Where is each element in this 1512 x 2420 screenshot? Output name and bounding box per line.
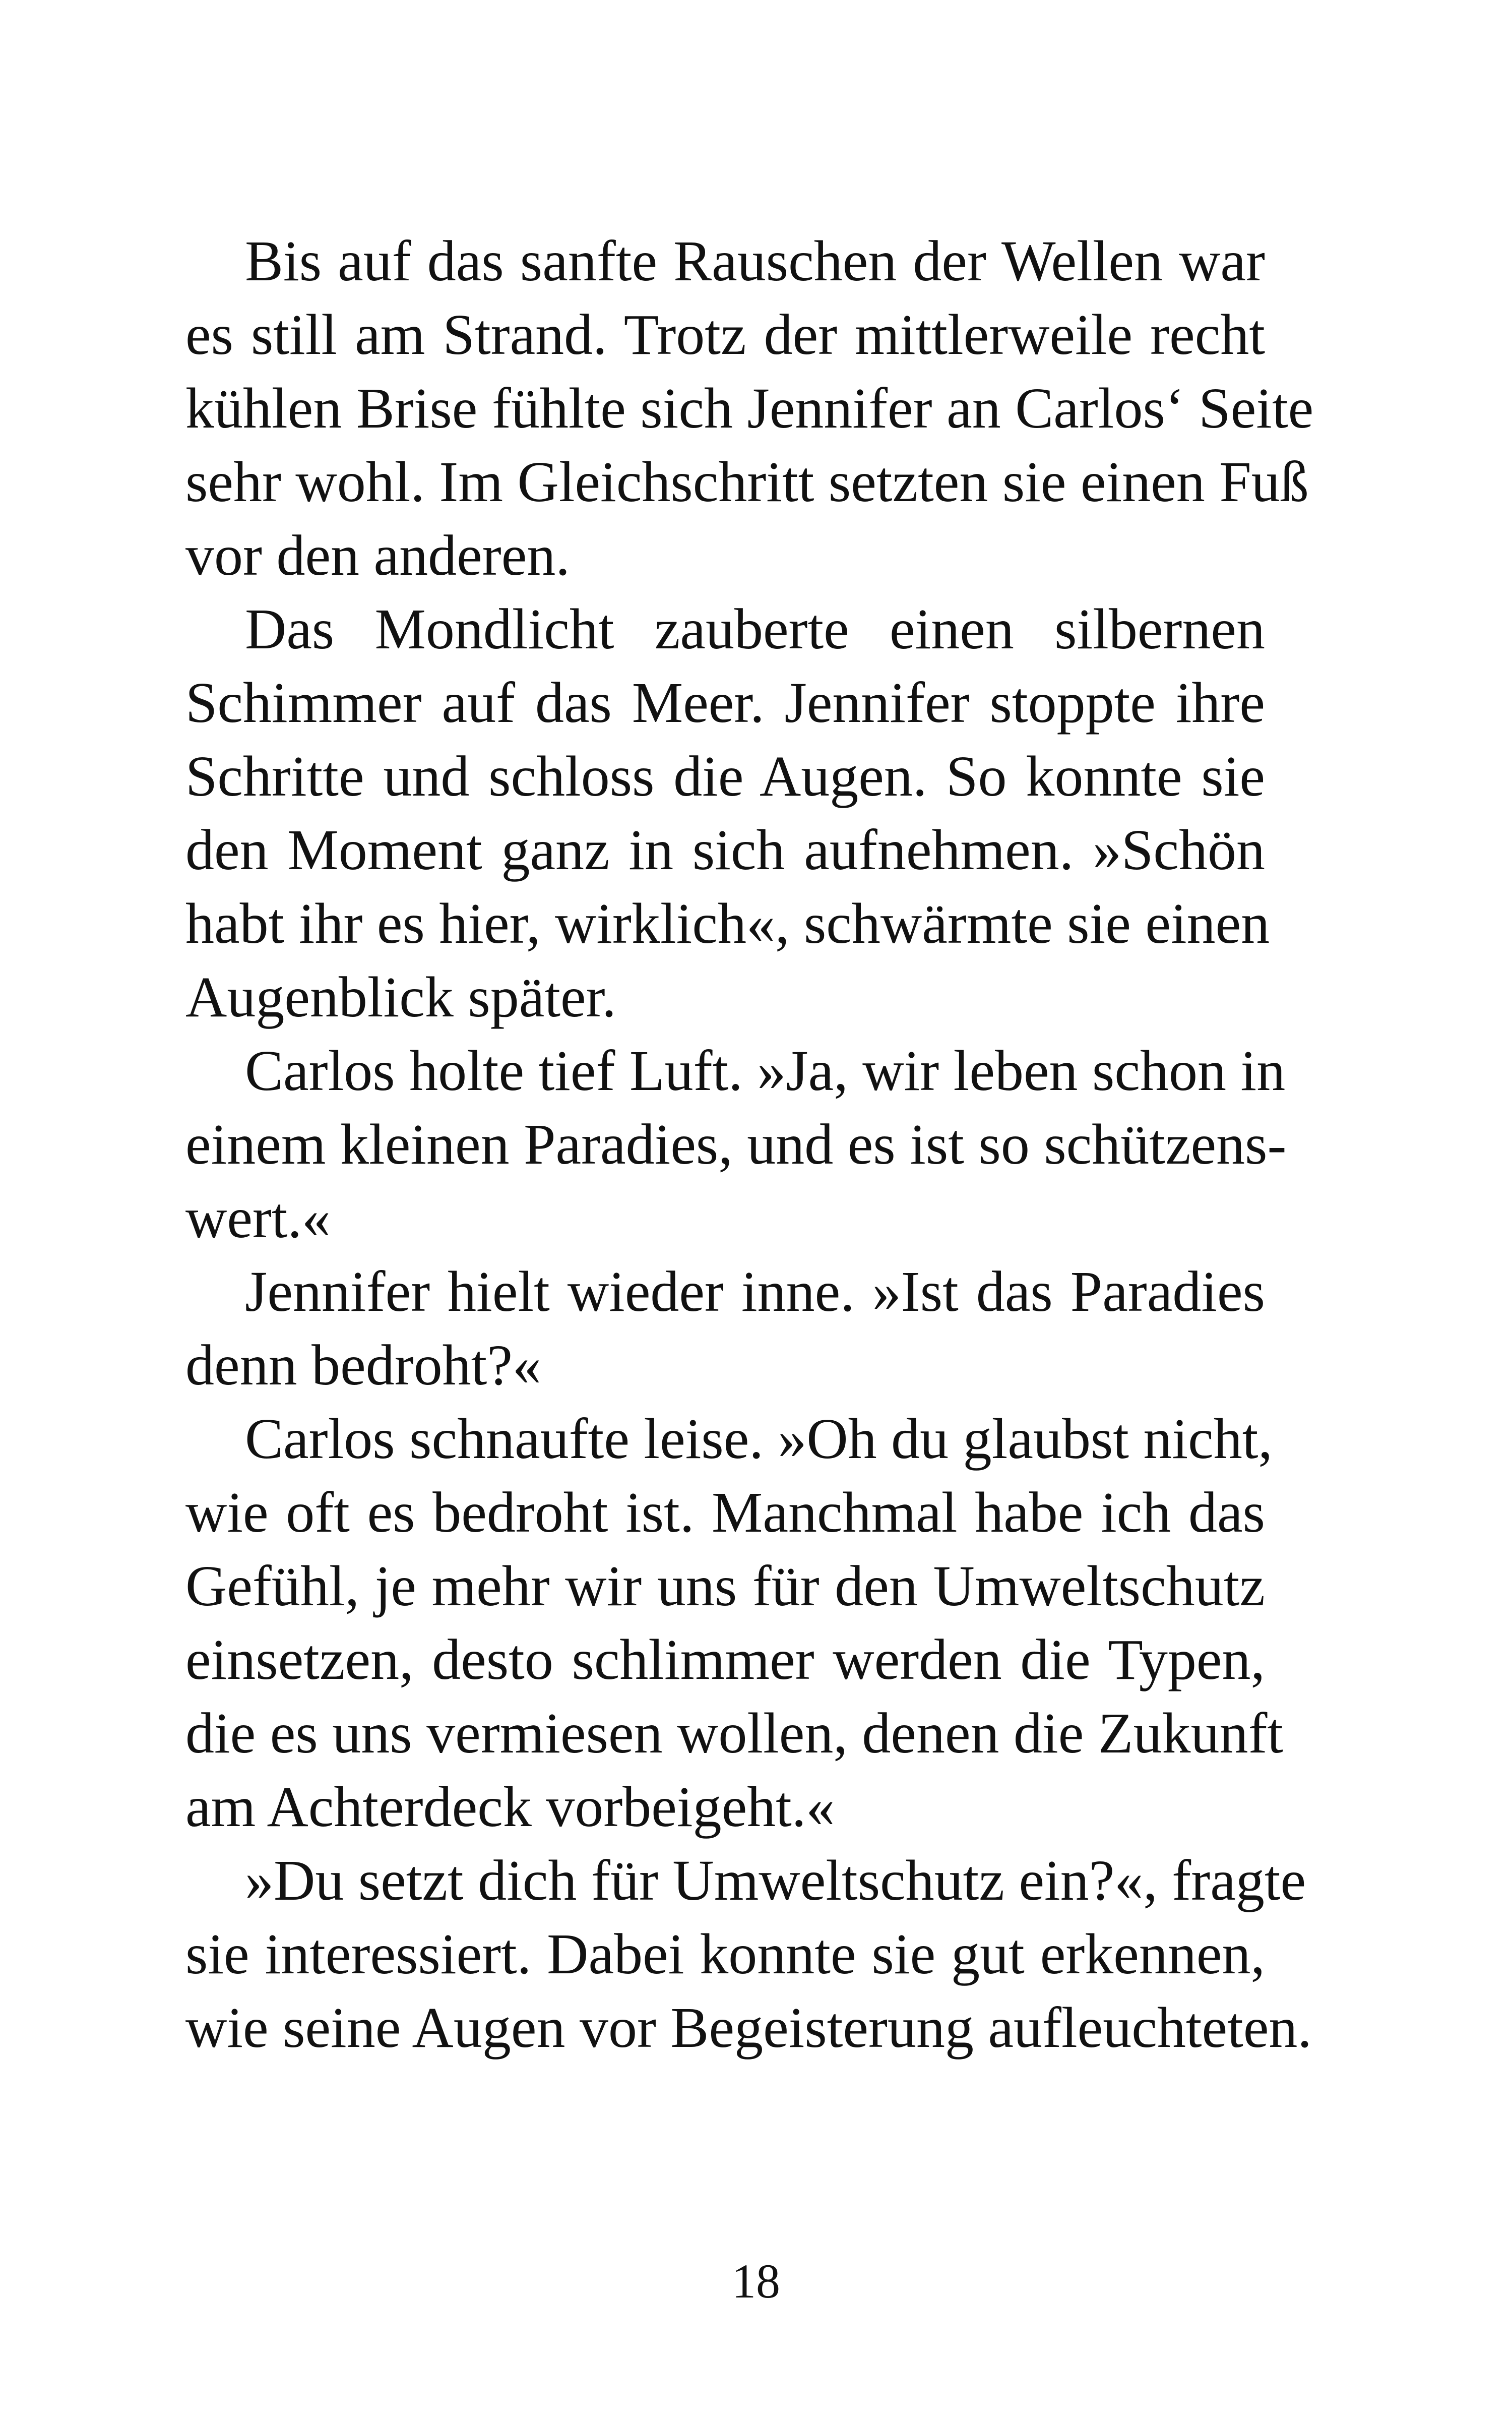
text-line: sehr wohl. Im Gleichschritt setzten sie einen Fuß (185, 450, 1309, 514)
text-line: Gefühl, je mehr wir uns für den Umweltschutz (185, 1554, 1265, 1618)
body-text (185, 224, 1314, 2065)
text-line: den Moment ganz in sich aufnehmen. »Schön (185, 818, 1265, 882)
page-number: 18 (732, 2254, 780, 2308)
text-line: kühlen Brise fühlte sich Jennifer an Carlos‘ Seite (185, 376, 1314, 440)
text-line: Schimmer auf das Meer. Jennifer stoppte ihre (185, 671, 1265, 735)
text-line: einem kleinen Paradies, und es ist so schützens- (185, 1112, 1287, 1176)
text-line: Das Mondlicht zauberte einen silbernen (245, 597, 1265, 661)
text-line: die es uns vermiesen wollen, denen die Zukunft (185, 1701, 1284, 1765)
text-line: habt ihr es hier, wirklich«, schwärmte sie einen (185, 891, 1270, 955)
text-line: es still am Strand. Trotz der mittlerweile recht (185, 302, 1265, 367)
text-line: Carlos holte tief Luft. »Ja, wir leben schon in (245, 1039, 1286, 1103)
text-line: Augenblick später. (185, 965, 616, 1029)
text-line: einsetzen, desto schlimmer werden die Typen, (185, 1627, 1265, 1691)
text-line: am Achterdeck vorbeigeht.« (185, 1775, 835, 1839)
text-line: Carlos schnaufte leise. »Oh du glaubst nicht, (245, 1407, 1273, 1471)
text-line: Schritte und schloss die Augen. So konnte sie (185, 744, 1265, 808)
text-line: »Du setzt dich für Umweltschutz ein?«, fragte (245, 1848, 1306, 1912)
text-line: Bis auf das sanfte Rauschen der Wellen war (245, 229, 1265, 293)
text-line: sie interessiert. Dabei konnte sie gut erkennen, (185, 1922, 1265, 1986)
text-line: Jennifer hielt wieder inne. »Ist das Paradies (245, 1259, 1265, 1323)
text-line: wert.« (185, 1186, 331, 1250)
text-line: wie seine Augen vor Begeisterung aufleuchteten. (185, 1995, 1312, 2060)
text-line: vor den anderen. (185, 523, 570, 587)
text-line: wie oft es bedroht ist. Manchmal habe ich das (185, 1480, 1265, 1544)
text-line: denn bedroht?« (185, 1333, 541, 1397)
